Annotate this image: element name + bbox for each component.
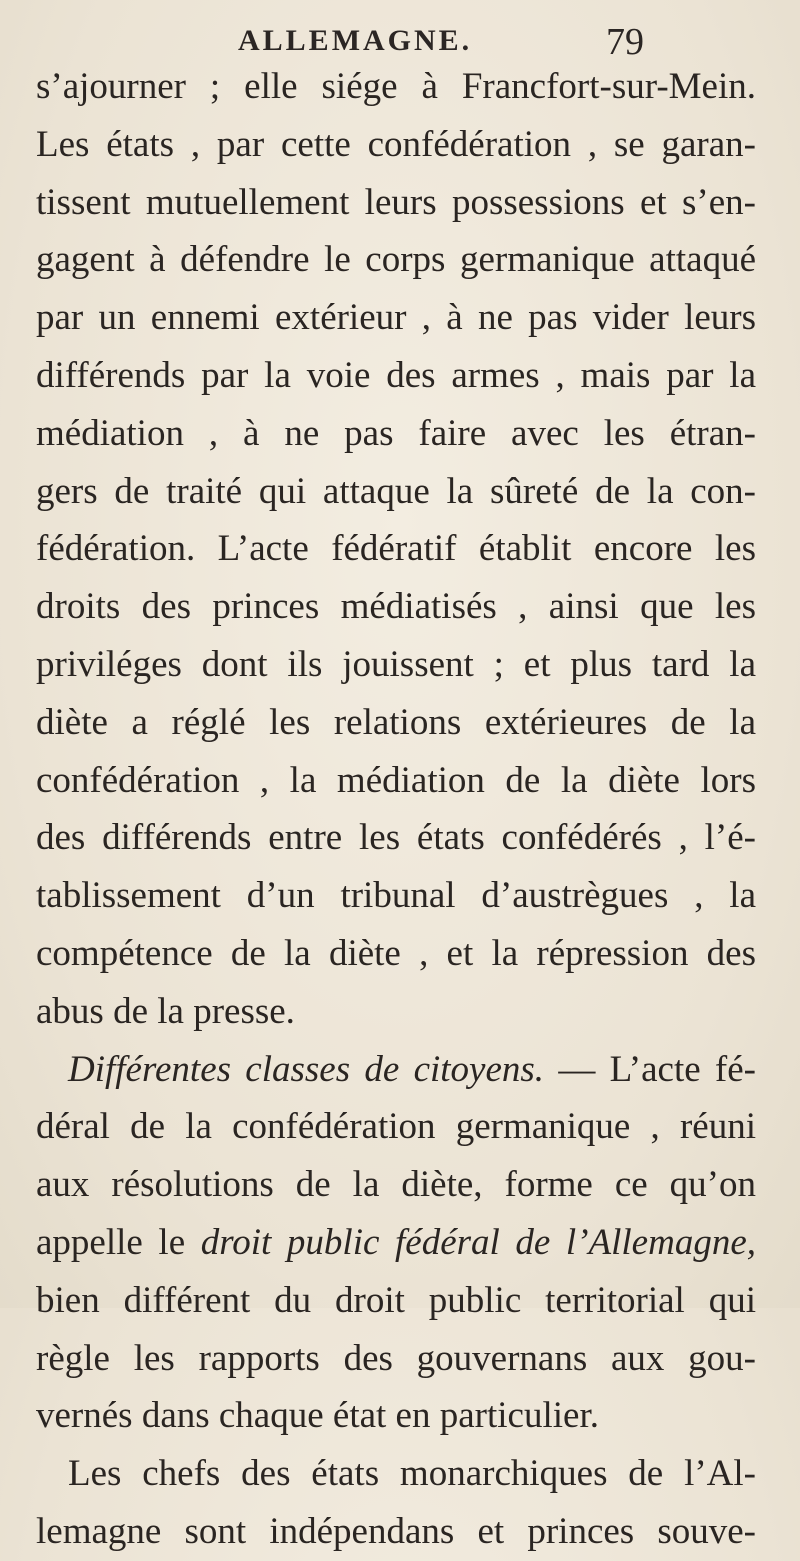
text-line: gers de traité qui attaque la sûreté de la con-: [36, 470, 756, 512]
text-line: différends par la voie des armes , mais par la: [36, 354, 756, 396]
page-number: 79: [606, 21, 644, 63]
text-line: priviléges dont ils jouissent ; et plus tard la: [36, 643, 756, 685]
text-line: vernés dans chaque état en particulier.: [36, 1395, 599, 1437]
running-head: [0, 18, 800, 63]
text-line: déral de la confédération germanique , réuni: [36, 1106, 756, 1148]
text-line: des différends entre les états confédérés , l’é-: [36, 817, 756, 859]
text-line: Les états , par cette confédération , se garan-: [36, 123, 756, 165]
italic-term: droit public fédéral de l’Allemagne,: [200, 1221, 756, 1263]
text-line: par un ennemi extérieur , à ne pas vider leurs: [36, 297, 756, 339]
text-line: tissent mutuellement leurs possessions et s’en-: [36, 181, 756, 223]
text-line: médiation , à ne pas faire avec les étran-: [36, 412, 756, 454]
section-heading: Différentes classes de citoyens.: [68, 1048, 545, 1090]
text-line: confédération , la médiation de la diète lors: [36, 759, 756, 801]
section-heading-line: [36, 1041, 756, 1099]
text-line: tablissement d’un tribunal d’austrègues , la: [36, 875, 756, 917]
text-line: droits des princes médiatisés , ainsi que les: [36, 586, 756, 628]
text-line: bien différent du droit public territorial qui: [36, 1279, 756, 1321]
body-text: [36, 58, 756, 1561]
text-line: fédération. L’acte fédératif établit encore les: [36, 528, 756, 570]
text-line: lemagne sont indépendans et princes souve-: [36, 1510, 756, 1552]
text-fragment: — L’acte fé-: [544, 1048, 756, 1090]
text-line: diète a réglé les relations extérieures de la: [36, 701, 756, 743]
text-line: gagent à défendre le corps germanique attaqué: [36, 239, 756, 281]
running-title: ALLEMAGNE.: [238, 24, 473, 57]
text-line: abus de la presse.: [36, 990, 295, 1032]
text-fragment: appelle le: [36, 1221, 201, 1263]
text-line-with-italic: [36, 1214, 756, 1272]
text-line: Les chefs des états monarchiques de l’Al-: [68, 1453, 756, 1495]
text-line: compétence de la diète , et la répression des: [36, 932, 756, 974]
text-line: aux résolutions de la diète, forme ce qu’on: [36, 1164, 756, 1206]
text-line: s’ajourner ; elle siége à Francfort-sur-Mein.: [36, 66, 756, 107]
text-line: règle les rapports des gouvernans aux gou-: [36, 1337, 756, 1379]
